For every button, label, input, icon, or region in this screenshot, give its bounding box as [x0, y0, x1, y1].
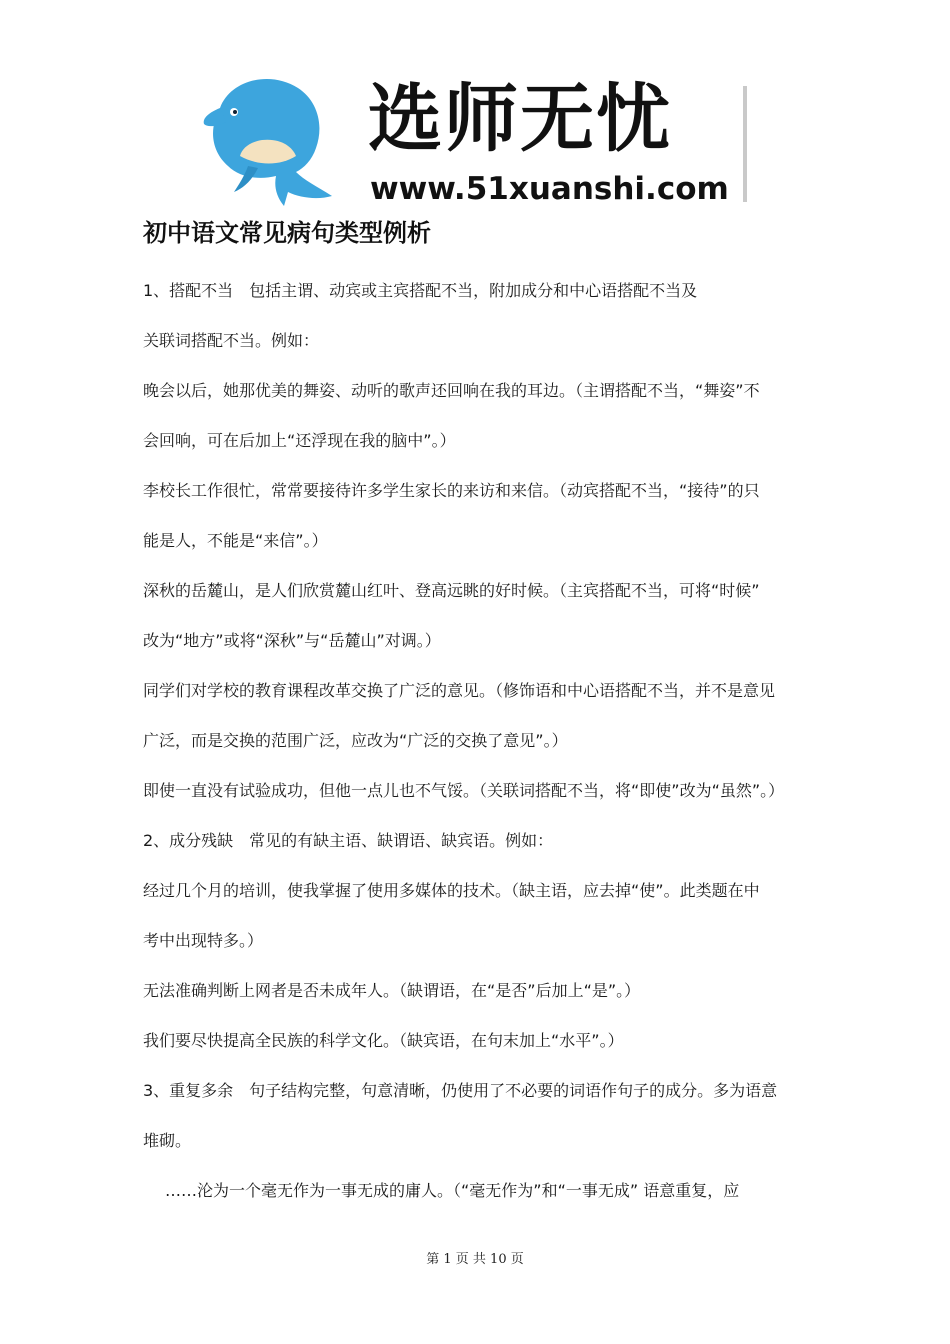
text-line: ……沦为一个毫无作为一事无成的庸人。（“毫无作为”和“一事无成” 语意重复，应 [165, 1181, 740, 1200]
text-line: 同学们对学校的教育课程改革交换了广泛的意见。（修饰语和中心语搭配不当，并不是意见 [143, 681, 776, 700]
document-body [143, 270, 811, 1220]
text-line: 能是人，不能是“来信”。） [143, 531, 328, 550]
text-line: 关联词搭配不当。例如： [143, 331, 320, 350]
text-line: 即使一直没有试验成功，但他一点儿也不气馁。（关联词搭配不当，将“即使”改为“虽然”。） [143, 781, 785, 800]
text-line: 无法准确判断上网者是否未成年人。（缺谓语，在“是否”后加上“是”。） [143, 981, 641, 1000]
logo-url-text: www.51xuanshi.com [370, 171, 729, 207]
text-line: 经过几个月的培训，使我掌握了使用多媒体的技术。（缺主语，应去掉“使”。此类题在中 [143, 881, 760, 900]
text-line: 考中出现特多。） [143, 931, 264, 950]
text-line: 改为“地方”或将“深秋”与“岳麓山”对调。） [143, 631, 441, 650]
text-line: 2、成分残缺 常见的有缺主语、缺谓语、缺宾语。例如： [143, 831, 554, 850]
document-title: 初中语文常见病句类型例析 [143, 219, 431, 247]
logo [200, 68, 760, 213]
dolphin-icon [200, 68, 350, 213]
text-line: 晚会以后，她那优美的舞姿、动听的歌声还回响在我的耳边。（主谓搭配不当，“舞姿”不 [143, 381, 760, 400]
text-line: 广泛，而是交换的范围广泛，应改为“广泛的交换了意见”。） [143, 731, 568, 750]
page-footer: 第 1 页 共 10 页 [426, 1252, 524, 1267]
text-line: 3、重复多余 句子结构完整，句意清晰，仍使用了不必要的词语作句子的成分。多为语意 [143, 1081, 778, 1100]
text-line: 堆砌。 [143, 1131, 192, 1150]
text-line: 深秋的岳麓山，是人们欣赏麓山红叶、登高远眺的好时候。（主宾搭配不当，可将“时候” [143, 581, 760, 600]
text-line: 李校长工作很忙，常常要接待许多学生家长的来访和来信。（动宾搭配不当，“接待”的只 [143, 481, 760, 500]
logo-divider [743, 86, 747, 202]
text-line: 1、搭配不当 包括主谓、动宾或主宾搭配不当，附加成分和中心语搭配不当及 [143, 281, 698, 300]
logo-brand-text: 选师无忧 [368, 76, 672, 162]
text-line: 会回响，可在后加上“还浮现在我的脑中”。） [143, 431, 456, 450]
text-line: 我们要尽快提高全民族的科学文化。（缺宾语，在句末加上“水平”。） [143, 1031, 624, 1050]
